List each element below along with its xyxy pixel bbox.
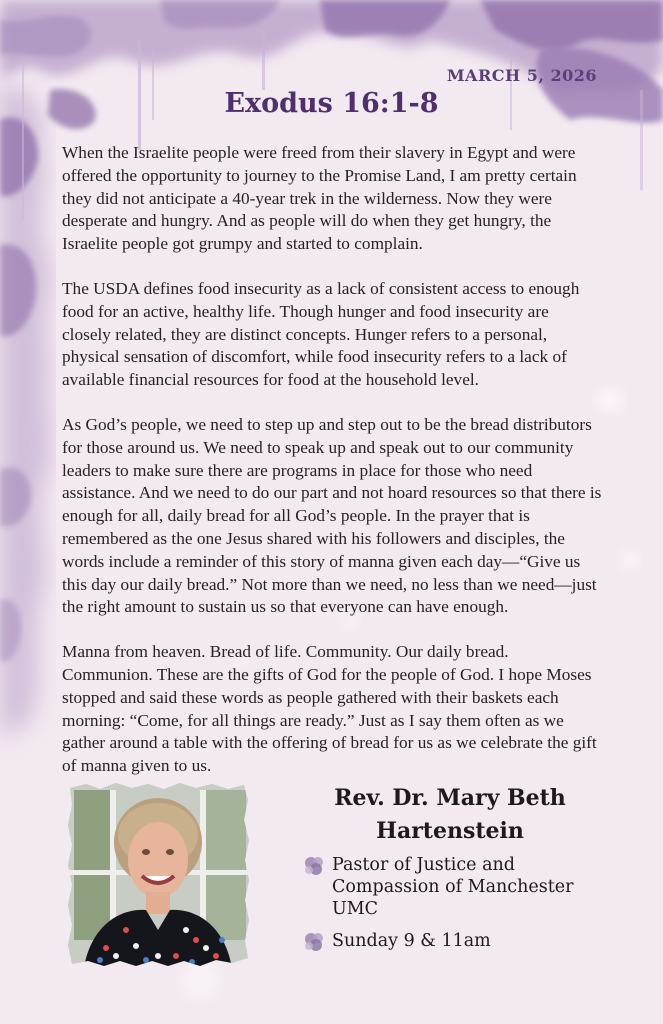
author-details <box>302 854 622 965</box>
author-name: Rev. Dr. Mary Beth Hartenstein <box>334 785 566 844</box>
watercolor-flower-icon <box>302 929 328 955</box>
page-title: Exodus 16:1-8 <box>224 88 439 119</box>
service-times-text: Sunday 9 & 11am <box>332 931 491 951</box>
devotional-body <box>62 142 602 800</box>
paragraph: When the Israelite people were freed from their slavery in Egypt and were offered the opportunity to journey to the Promise Land, I am pretty certain they did not anticipate a 40-year trek in the wilderness. Now they were desperate and hungry. And as people will do when they get hungry, the Israelite people got grumpy and started to complain. <box>62 143 577 254</box>
role-text: Pastor of Justice and Compassion of Manchester UMC <box>332 855 574 919</box>
paragraph: Manna from heaven. Bread of life. Community. Our daily bread. Communion. These are the gifts of God for the people of God. I hope Moses stopped and said these words as people gathered with their baskets each morning: “Come, for all things are ready.” Just as I say them often as we gather around a table with the offering of bread for us as we celebrate the gift of manna given to us. <box>62 642 597 776</box>
detail-item <box>302 854 622 920</box>
author-photo <box>66 780 250 968</box>
paragraph: As God’s people, we need to step up and step out to be the bread distributors for those around us. We need to speak up and speak out to our community leaders to make sure there are programs in place for those who need assistance. And we need to do our part and not hoard resources so that there is enough for all, daily bread for all God’s people. In the prayer that is remembered as the one Jesus shared with his followers and disciples, the words include a reminder of this story of manna given each day—“Give us this day our daily bread.” Not more than we need, no less than we need—just the right amount to sustain us so that everyone can have enough. <box>62 414 602 617</box>
watercolor-flower-icon <box>302 853 328 879</box>
detail-item <box>302 930 622 955</box>
paragraph: The USDA defines food insecurity as a lack of consistent access to enough food for an active, healthy life. Though hunger and food insecurity are closely related, they are distinct concepts. Hunger refers to a personal, physical sensation of discomfort, while food insecurity refers to a lack of available financial resources for food at the household level. <box>62 278 580 390</box>
date-label: MARCH 5, 2026 <box>446 66 597 85</box>
